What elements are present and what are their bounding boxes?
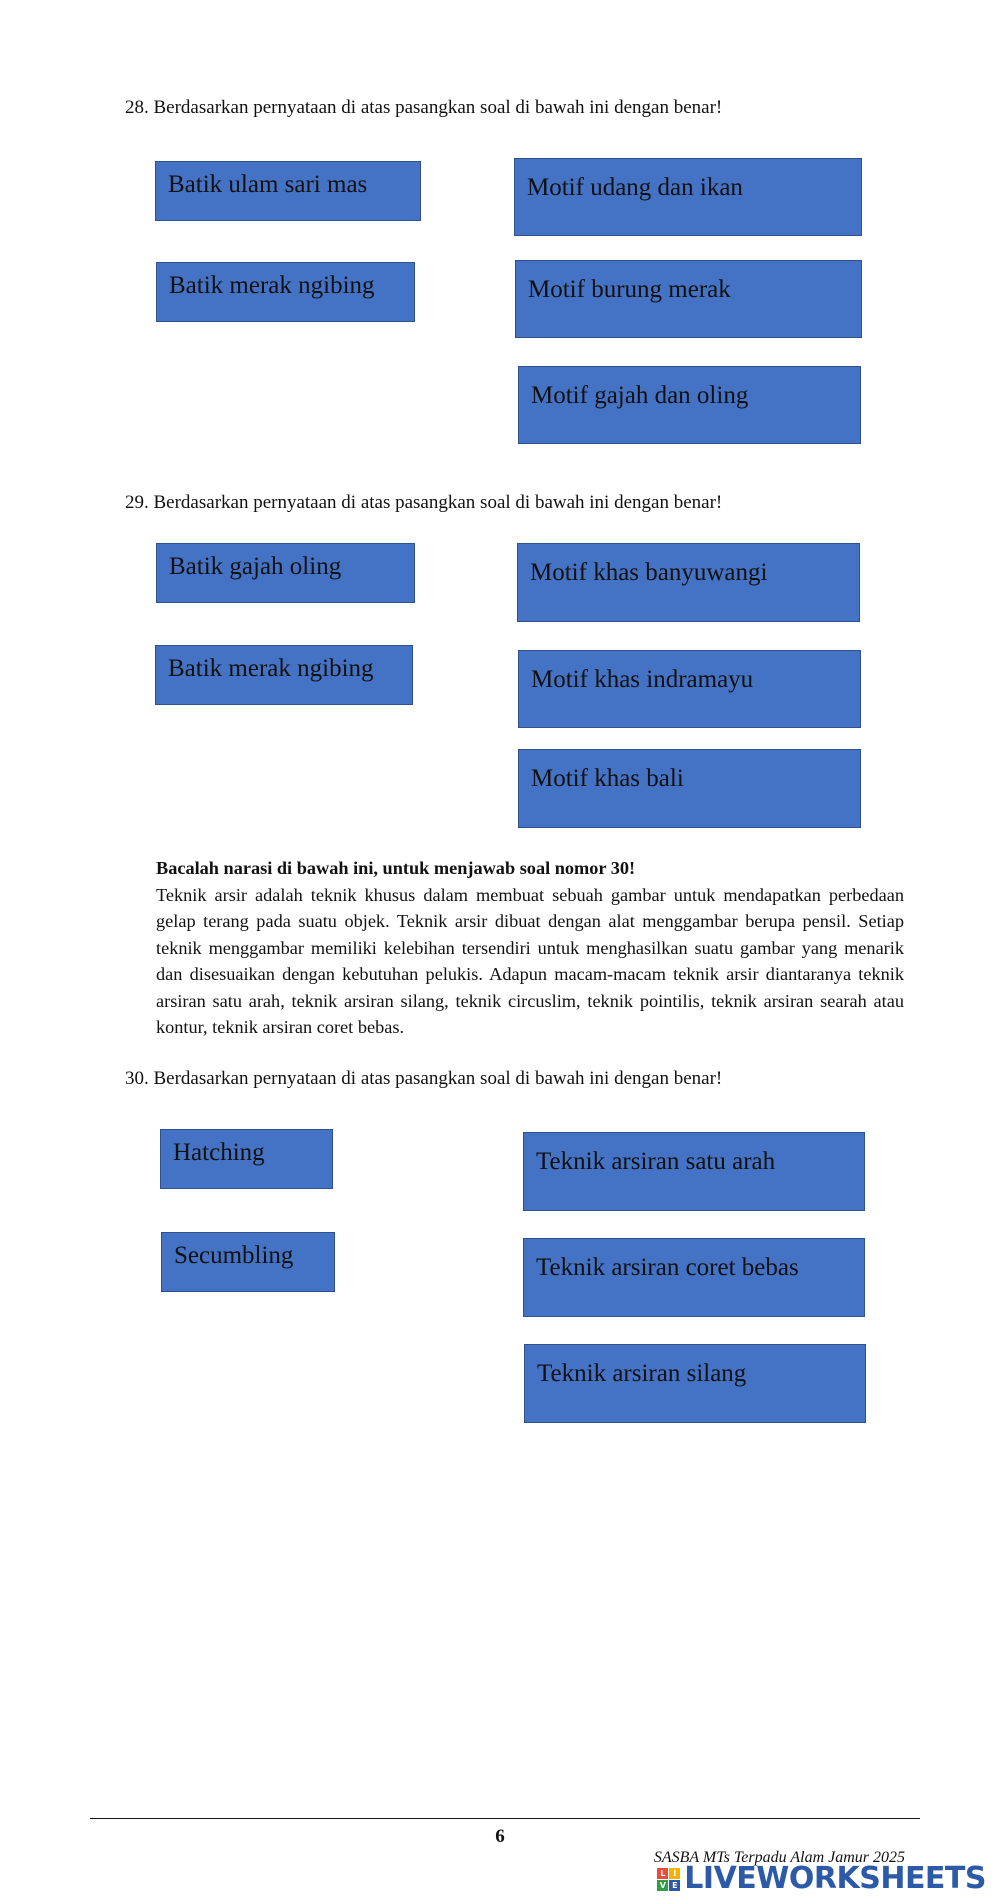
q30-right-option-1[interactable]: Teknik arsiran satu arah: [523, 1132, 865, 1211]
q28-left-option-2[interactable]: Batik merak ngibing: [156, 262, 415, 322]
q29-left-option-1[interactable]: Batik gajah oling: [156, 543, 415, 603]
q29-right-option-3[interactable]: Motif khas bali: [518, 749, 861, 828]
footer-note: SASBA MTs Terpadu Alam Jamur 2025: [653, 1849, 905, 1866]
question-28-prompt: 28. Berdasarkan pernyataan di atas pasangkan soal di bawah ini dengan benar!: [125, 97, 723, 118]
q29-left-option-2[interactable]: Batik merak ngibing: [155, 645, 413, 705]
question-30-prompt: 30. Berdasarkan pernyataan di atas pasangkan soal di bawah ini dengan benar!: [125, 1068, 723, 1089]
q30-left-option-2[interactable]: Secumbling: [161, 1232, 335, 1292]
q28-left-option-1[interactable]: Batik ulam sari mas: [155, 161, 421, 221]
question-29-prompt: 29. Berdasarkan pernyataan di atas pasangkan soal di bawah ini dengan benar!: [125, 492, 723, 513]
narrative-title: Bacalah narasi di bawah ini, untuk menjawab soal nomor 30!: [156, 858, 636, 878]
logo-letter-v: V: [657, 1880, 668, 1891]
page-number: 6: [495, 1826, 505, 1847]
footer-divider: [90, 1818, 920, 1819]
q28-right-option-2[interactable]: Motif burung merak: [515, 260, 862, 338]
q29-right-option-1[interactable]: Motif khas banyuwangi: [517, 543, 860, 622]
narrative-block: [156, 855, 904, 1041]
logo-letter-l: L: [657, 1868, 668, 1879]
q30-right-option-2[interactable]: Teknik arsiran coret bebas: [523, 1238, 865, 1317]
q28-right-option-1[interactable]: Motif udang dan ikan: [514, 158, 862, 236]
q28-right-option-3[interactable]: Motif gajah dan oling: [518, 366, 861, 444]
liveworksheets-wordmark: LIVEWORKSHEETS: [684, 1861, 986, 1896]
liveworksheets-logo-icon: [657, 1868, 680, 1891]
q30-right-option-3[interactable]: Teknik arsiran silang: [524, 1344, 866, 1423]
liveworksheets-brand[interactable]: [657, 1862, 986, 1896]
logo-letter-i: I: [669, 1868, 680, 1879]
q29-right-option-2[interactable]: Motif khas indramayu: [518, 650, 861, 728]
logo-letter-e: E: [669, 1880, 680, 1891]
narrative-body: Teknik arsir adalah teknik khusus dalam membuat sebuah gambar untuk mendapatkan perbedaan gelap terang pada suatu objek. Teknik arsir dibuat dengan alat menggambar berupa pensil. Setiap teknik menggambar memiliki kelebihan tersendiri untuk menghasilkan suatu gambar yang menarik dan disesuaikan dengan kebutuhan pelukis. Adapun macam-macam teknik arsir diantaranya teknik arsiran satu arah, teknik arsiran silang, teknik circuslim, teknik pointilis, teknik arsiran searah atau kontur, teknik arsiran coret bebas.: [156, 884, 904, 1037]
q30-left-option-1[interactable]: Hatching: [160, 1129, 333, 1189]
